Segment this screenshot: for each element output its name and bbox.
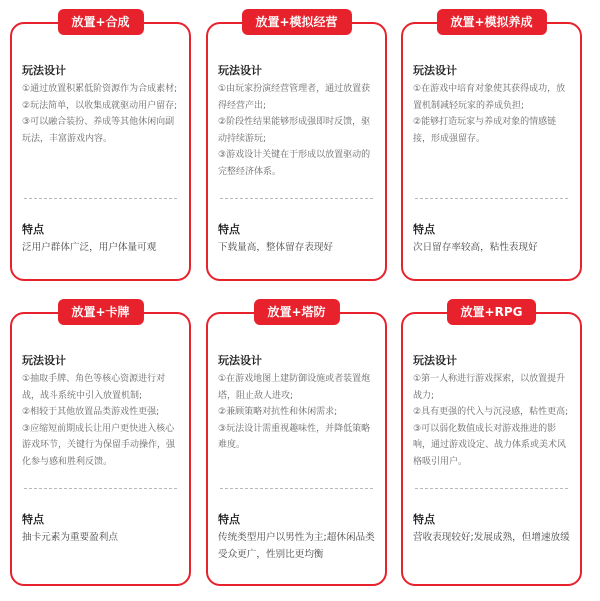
list-item: ③可以融合装扮、养成等其他休闲向副玩法，丰富游戏内容。 (22, 117, 175, 144)
gameplay-list (218, 81, 377, 180)
gameplay-heading: 玩法设计 (218, 64, 262, 77)
feature-text: 次日留存率较高，粘性表现好 (413, 242, 538, 253)
gameplay-list (22, 81, 181, 147)
dashed-divider (24, 198, 177, 199)
gameplay-heading: 玩法设计 (22, 354, 66, 367)
card-tag: 放置+合成 (57, 9, 143, 35)
dashed-divider (220, 198, 373, 199)
card-tag: 放置+模拟养成 (436, 9, 546, 35)
card-idle-tower-defense (206, 305, 387, 586)
gameplay-list (22, 371, 181, 470)
card-tag: 放置+RPG (447, 299, 537, 325)
dashed-divider (220, 488, 373, 489)
feature-heading: 特点 (218, 513, 240, 526)
list-item: ①由玩家扮演经营管理者，通过放置获得经营产出; (218, 84, 371, 111)
feature-text: 营收表现较好;发展成熟，但增速放缓 (413, 532, 570, 543)
card-idle-rpg (401, 305, 582, 586)
list-item: ②能够打造玩家与养成对象的情感链接，形成强留存。 (413, 117, 557, 144)
feature-heading: 特点 (218, 223, 240, 236)
gameplay-list (413, 81, 572, 147)
feature-text: 传统类型用户以男性为主;超休闲品类受众更广，性别比更均衡 (218, 532, 375, 560)
list-item: ①在游戏中培育对象使其获得成功，放置机制减轻玩家的养成负担; (413, 84, 566, 111)
feature-heading: 特点 (22, 513, 44, 526)
gameplay-list (218, 371, 377, 454)
dashed-divider (24, 488, 177, 489)
dashed-divider (415, 488, 568, 489)
list-item: ①通过放置积累低阶资源作为合成素材; (22, 84, 178, 94)
gameplay-heading: 玩法设计 (413, 64, 457, 77)
feature-text: 泛用户群体广泛，用户体量可观 (22, 242, 157, 253)
dashed-divider (415, 198, 568, 199)
card-idle-card (10, 305, 191, 586)
list-item: ②相较于其他放置品类游戏性更强; (22, 407, 160, 417)
list-item: ②玩法简单，以收集成就驱动用户留存; (22, 100, 178, 111)
list-item: ②具有更强的代入与沉浸感，粘性更高; (413, 407, 569, 417)
feature-heading: 特点 (413, 513, 435, 526)
feature-heading: 特点 (413, 223, 435, 236)
gameplay-list (413, 371, 572, 470)
list-item: ③玩法设计需重视趣味性，并降低策略难度。 (218, 423, 371, 450)
card-idle-merge (10, 15, 191, 281)
list-item: ③应缩短前期成长让用户更快进入核心游戏环节，关键行为保留手动操作，强化参与感和胜利反馈。 (22, 423, 176, 467)
card-tag: 放置+模拟经营 (241, 9, 351, 35)
feature-heading: 特点 (22, 223, 44, 236)
feature-text: 下载量高，整体留存表现好 (218, 242, 334, 253)
list-item: ①第一人称进行游戏探索，以放置提升战力; (413, 374, 566, 401)
card-tag: 放置+塔防 (253, 299, 339, 325)
list-item: ①在游戏地图上建防御设施或者装置炮塔，阻止敌人进攻; (218, 374, 371, 401)
list-item: ②兼顾策略对抗性和休闲需求; (218, 407, 338, 417)
list-item: ②阶段性结果能够形成强即时反馈，驱动持续游玩; (218, 117, 371, 144)
gameplay-heading: 玩法设计 (413, 354, 457, 367)
card-idle-sim-raising (401, 15, 582, 281)
card-idle-sim-management (206, 15, 387, 281)
gameplay-heading: 玩法设计 (218, 354, 262, 367)
feature-text: 抽卡元素为重要盈利点 (22, 532, 118, 543)
gameplay-heading: 玩法设计 (22, 64, 66, 77)
list-item: ③游戏设计关键在于形成以放置驱动的完整经济体系。 (218, 150, 371, 177)
list-item: ①抽取手牌、角色等核心资源进行对战，战斗系统中引入放置机制; (22, 374, 166, 401)
card-tag: 放置+卡牌 (57, 299, 143, 325)
list-item: ③可以弱化数值成长对游戏推进的影响，通过游戏设定、战力体系或美术风格吸引用户。 (413, 423, 567, 467)
